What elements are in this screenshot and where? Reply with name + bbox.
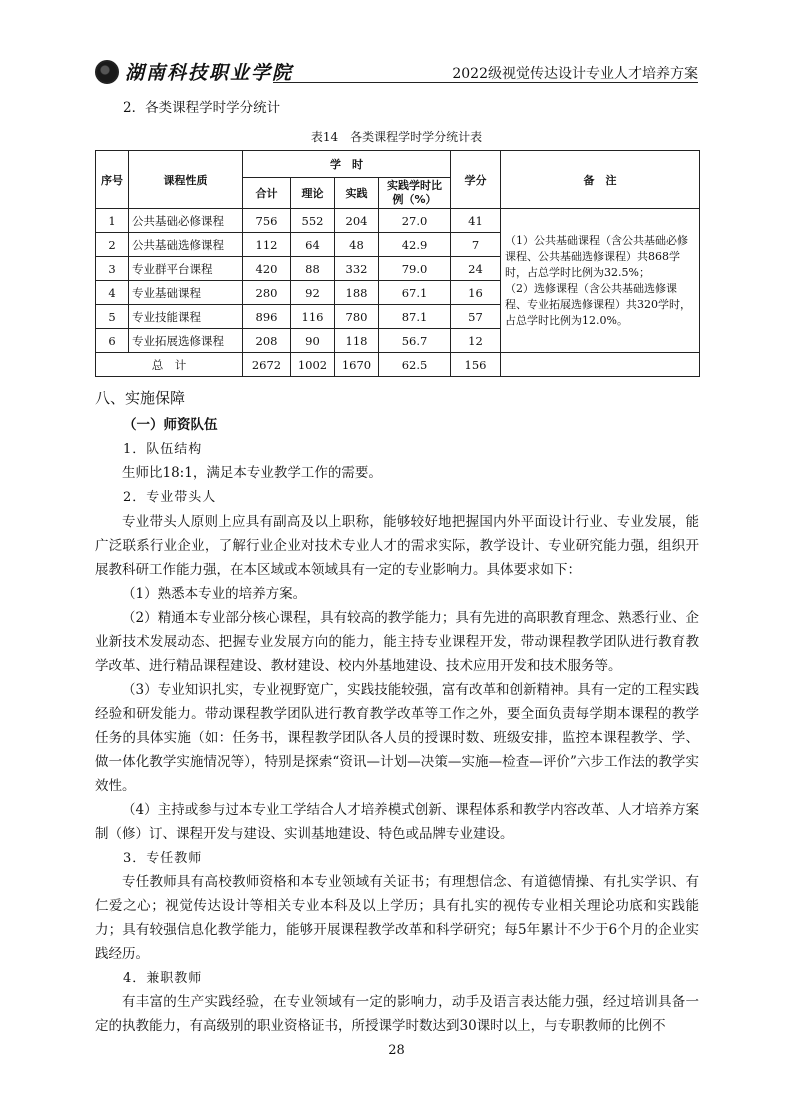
section-stat-heading: 2．各类课程学时学分统计 xyxy=(123,100,281,116)
fulltime-heading: 3．专任教师 xyxy=(123,851,203,866)
cell-index: 4 xyxy=(96,281,129,305)
cell-ratio: 67.1 xyxy=(379,281,451,305)
cell-ratio: 79.0 xyxy=(379,257,451,281)
cell-theory: 552 xyxy=(291,209,335,233)
cell-name: 专业拓展选修课程 xyxy=(129,329,243,353)
cell-ratio: 62.5 xyxy=(379,353,451,377)
cell-index: 3 xyxy=(96,257,129,281)
parttime-text: 有丰富的生产实践经验，在专业领域有一定的影响力，动手及语言表达能力强，经过培训具备一定的执教能力，有高级别的职业资格证书，所授课学时数达到30课时以上，与专职教师的比例不 xyxy=(95,994,699,1034)
cell-total: 112 xyxy=(243,233,291,257)
header-theory: 理论 xyxy=(291,178,335,209)
cell-theory: 90 xyxy=(291,329,335,353)
cell-theory: 88 xyxy=(291,257,335,281)
cell-total: 420 xyxy=(243,257,291,281)
cell-index: 2 xyxy=(96,233,129,257)
cell-index: 1 xyxy=(96,209,129,233)
cell-ratio: 56.7 xyxy=(379,329,451,353)
leader-req-4: （4）主持或参与过本专业工学结合人才培养模式创新、课程体系和教学内容改革、人才培养方案制（修）订、课程开发与建设、实训基地建设、特色或品牌专业建设。 xyxy=(95,802,699,842)
cell-practice: 332 xyxy=(335,257,379,281)
cell-credits: 57 xyxy=(451,305,501,329)
leader-heading: 2．专业带头人 xyxy=(123,490,217,505)
course-hours-table xyxy=(95,150,700,377)
header-total: 合计 xyxy=(243,178,291,209)
header-practice: 实践 xyxy=(335,178,379,209)
cell-practice: 48 xyxy=(335,233,379,257)
team-structure-heading: 1．队伍结构 xyxy=(123,442,203,457)
cell-total: 2672 xyxy=(243,353,291,377)
cell-index: 5 xyxy=(96,305,129,329)
table-row xyxy=(96,209,700,233)
cell-total: 896 xyxy=(243,305,291,329)
section-8-title: 八、实施保障 xyxy=(95,389,186,407)
team-structure-text: 生师比18:1，满足本专业教学工作的需要。 xyxy=(122,465,382,481)
cell-credits: 24 xyxy=(451,257,501,281)
cell-credits: 7 xyxy=(451,233,501,257)
cell-name: 专业技能课程 xyxy=(129,305,243,329)
subsection-1-title: （一）师资队伍 xyxy=(123,417,218,433)
page-number: 28 xyxy=(388,1043,405,1058)
cell-theory: 92 xyxy=(291,281,335,305)
header-remarks: 备 注 xyxy=(501,151,700,209)
cell-theory: 116 xyxy=(291,305,335,329)
header-index: 序号 xyxy=(96,151,129,209)
remark-2: （2）选修课程（含公共基础选修课程、专业拓展选修课程）共320学时，占总学时比例为12.0%。 xyxy=(505,281,691,327)
leader-req-3: （3）专业知识扎实，专业视野宽广，实践技能较强，富有改革和创新精神。具有一定的工程实践经验和研发能力。带动课程教学团队进行教育教学改革等工作之外，要全面负责每学期本课程的教学任务的具体实施（如：任务书，课程教学团队各人员的授课时数、班级安排，监控本课程教学、学、做一体化教学实施情况等），特别是探索“资讯—计划—决策—实施—检查—评价”六步工作法的教学实效性。 xyxy=(95,682,699,794)
cell-empty xyxy=(501,353,700,377)
table-total-row xyxy=(96,353,700,377)
cell-credits: 12 xyxy=(451,329,501,353)
school-logo-text: 湖南科技职业学院 xyxy=(125,62,294,84)
fulltime-text: 专任教师具有高校教师资格和本专业领域有关证书；有理想信念、有道德情操、有扎实学识、有仁爱之心；视觉传达设计等相关专业本科及以上学历；具有扎实的视传专业相关理论功底和实践能力；具有较强信息化教学能力，能够开展课程教学改革和科学研究；每5年累计不少于6个月的企业实践经历。 xyxy=(95,874,699,962)
leader-req-2: （2）精通本专业部分核心课程，具有较高的教学能力；具有先进的高职教育理念、熟悉行业、企业新技术发展动态、把握专业发展方向的能力，能主持专业课程开发，带动课程教学团队进行教育教学改革、进行精品课程建设、教材建设、校内外基地建设、技术应用开发和技术服务等。 xyxy=(95,610,699,674)
parttime-heading: 4．兼职教师 xyxy=(123,971,203,986)
cell-name: 公共基础选修课程 xyxy=(129,233,243,257)
cell-credits: 41 xyxy=(451,209,501,233)
cell-practice: 1670 xyxy=(335,353,379,377)
remark-1: （1）公共基础课程（含公共基础必修课程、公共基础选修课程）共868学时，占总学时比例为32.5%； xyxy=(505,233,688,279)
cell-ratio: 27.0 xyxy=(379,209,451,233)
header-nature: 课程性质 xyxy=(129,151,243,209)
cell-index: 6 xyxy=(96,329,129,353)
header-hours: 学 时 xyxy=(243,151,451,178)
page-header xyxy=(95,58,698,86)
cell-ratio: 87.1 xyxy=(379,305,451,329)
cell-theory: 1002 xyxy=(291,353,335,377)
cell-name: 公共基础必修课程 xyxy=(129,209,243,233)
cell-total: 280 xyxy=(243,281,291,305)
school-seal-icon xyxy=(95,60,119,84)
cell-total: 756 xyxy=(243,209,291,233)
cell-practice: 188 xyxy=(335,281,379,305)
cell-practice: 118 xyxy=(335,329,379,353)
cell-remarks xyxy=(501,209,700,353)
leader-intro: 专业带头人原则上应具有副高及以上职称，能够较好地把握国内外平面设计行业、专业发展，能广泛联系行业企业，了解行业企业对技术专业人才的需求实际，教学设计、专业研究能力强，组织开展教科研工作能力强，在本区域或本领域具有一定的专业影响力。具体要求如下： xyxy=(95,514,699,578)
cell-ratio: 42.9 xyxy=(379,233,451,257)
header-credits: 学分 xyxy=(451,151,501,209)
cell-theory: 64 xyxy=(291,233,335,257)
cell-name: 专业群平台课程 xyxy=(129,257,243,281)
school-logo xyxy=(95,58,293,85)
cell-practice: 780 xyxy=(335,305,379,329)
header-ratio: 实践学时比例（%） xyxy=(379,178,451,209)
cell-name: 专业基础课程 xyxy=(129,281,243,305)
cell-credits: 16 xyxy=(451,281,501,305)
cell-total-label: 总 计 xyxy=(96,353,243,377)
table-caption: 表14 各类课程学时学分统计表 xyxy=(310,130,483,144)
document-title: 2022级视觉传达设计专业人才培养方案 xyxy=(452,66,698,82)
cell-total: 208 xyxy=(243,329,291,353)
cell-practice: 204 xyxy=(335,209,379,233)
leader-req-1: （1）熟悉本专业的培养方案。 xyxy=(122,586,307,602)
cell-credits: 156 xyxy=(451,353,501,377)
table-header-row xyxy=(96,151,700,178)
